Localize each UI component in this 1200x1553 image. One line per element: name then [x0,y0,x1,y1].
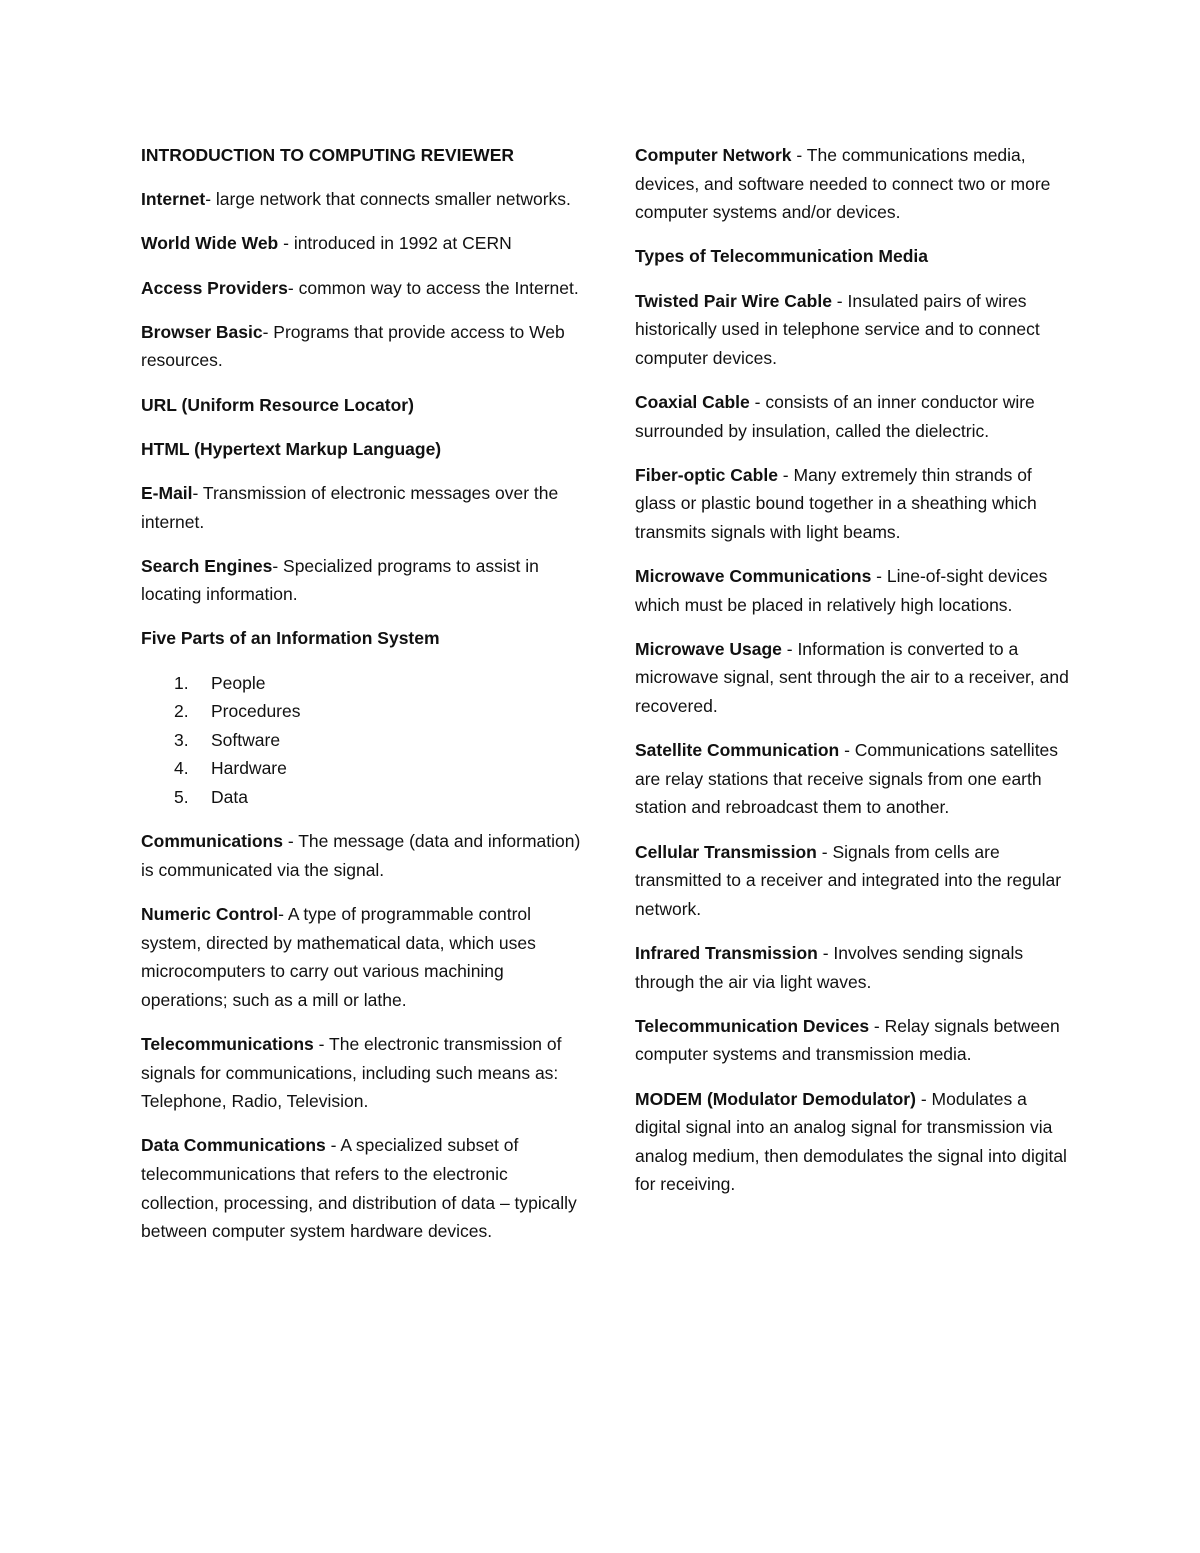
entry-term: Access Providers [141,277,288,298]
left-column [141,141,581,1261]
list-number: 5. [174,787,189,808]
entry-separator: - [313,1033,330,1054]
list-item [141,754,581,783]
entry-numeric-control [141,900,581,1014]
entry-term: Microwave Usage [635,638,782,659]
list-number: 4. [174,758,189,779]
entry-term: URL (Uniform Resource Locator) [141,394,414,415]
information-system-parts-list [141,669,581,812]
entry-definition: Insulated pairs of wires historically used in telephone service and to connect computer devices. [635,290,1040,368]
entry-definition: Many extremely thin strands of glass or plastic bound together in a sheathing which transmits signals with light beams. [635,464,1037,542]
entry-term: Satellite Communication [635,740,840,761]
entry-telecommunications [141,1030,581,1116]
entry-term: Microwave Communications [635,566,872,587]
entry-separator: - [205,189,216,210]
entry-html [141,435,581,464]
entry-separator: - [325,1135,341,1156]
entry-separator: - [278,904,288,924]
list-item [141,697,581,726]
entry-definition: Transmission of electronic messages over the internet. [141,482,559,532]
entry-coaxial-cable [635,388,1075,445]
entry-term: Telecommunication Devices [635,1015,870,1036]
entry-definition: The message (data and information) is communicated via the signal. [141,831,581,880]
entry-term: Twisted Pair Wire Cable [635,290,832,311]
entry-term: Telecommunications [141,1033,314,1054]
entry-term: Coaxial Cable [635,391,750,412]
entry-separator: - [871,566,887,587]
entry-fiber-optic [635,461,1075,547]
entry-separator: - [817,943,834,963]
entry-separator: - [839,740,855,761]
entry-separator: - [282,831,299,852]
entry-separator: - [287,277,299,298]
list-item [141,669,581,698]
list-text: Data [211,787,248,808]
entry-access-providers [141,274,581,303]
entry-term: Numeric Control [141,904,279,924]
entry-separator: - [192,482,203,503]
entry-definition: A type of programmable control system, directed by mathematical data, which uses microcomputers to carry out various machining operations; such as a mill or lathe. [141,904,536,1010]
entry-definition: Involves sending signals through the air via light waves. [635,943,1024,992]
entry-satellite [635,736,1075,822]
entry-term: Types of Telecommunication Media [635,246,929,267]
entry-term: Data Communications [141,1135,326,1156]
entry-modem [635,1085,1075,1199]
entry-separator: - [915,1088,932,1109]
entry-term: Search Engines [141,555,273,576]
entry-telecom-devices [635,1012,1075,1069]
entry-microwave-usage [635,635,1075,721]
entry-browser-basic [141,318,581,375]
entry-definition: A specialized subset of telecommunications that refers to the electronic collection, processing, and distribution of data – typically between computer system hardware devices. [141,1135,577,1242]
entry-separator: - [831,290,848,311]
entry-communications [141,827,581,884]
entry-search-engines [141,552,581,609]
entry-separator: - [777,464,794,485]
entry-term: Computer Network [635,145,792,165]
entry-data-communications [141,1131,581,1245]
list-item [141,783,581,812]
entry-definition: Relay signals between computer systems and transmission media. [635,1015,1060,1065]
entry-computer-network [635,141,1075,227]
entry-separator: - [278,233,294,254]
document-title: INTRODUCTION TO COMPUTING REVIEWER [141,145,515,165]
entry-definition: consists of an inner conductor wire surrounded by insulation, called the dielectric. [635,391,1035,441]
entry-definition: The electronic transmission of signals for communications, including such means as: Telephone, Radio, Television. [141,1033,562,1112]
entry-definition: Signals from cells are transmitted to a receiver and integrated into the regular network. [635,841,1062,919]
entry-twisted-pair [635,287,1075,373]
entry-definition: Programs that provide access to Web resources. [141,321,565,371]
entry-cellular [635,838,1075,924]
list-text: Procedures [211,701,301,722]
list-number: 1. [174,672,189,693]
entry-internet [141,185,581,214]
list-number: 3. [174,729,189,750]
entry-term: MODEM (Modulator Demodulator) [635,1088,916,1109]
entry-microwave-communications [635,562,1075,619]
entry-definition: introduced in 1992 at CERN [293,233,512,254]
list-text: People [211,672,266,693]
right-column [635,141,1075,1215]
entry-separator: - [791,145,807,165]
entry-definition: common way to access the Internet. [298,277,579,298]
list-item [141,726,581,755]
entry-term: World Wide Web [141,233,279,254]
list-heading: Five Parts of an Information System [141,628,440,649]
entry-definition: Information is converted to a microwave signal, sent through the air to a receiver, and recovered. [635,638,1069,717]
entry-definition: The communications media, devices, and software needed to connect two or more computer systems and/or devices. [635,145,1051,223]
entry-separator: - [869,1015,885,1036]
list-number: 2. [174,701,189,722]
entry-separator: - [749,391,766,412]
entry-definition: Communications satellites are relay stations that receive signals from one earth station and rebroadcast them to another. [635,740,1059,818]
entry-url [141,391,581,420]
entry-term: Communications [141,831,283,852]
entry-definition: Modulates a digital signal into an analog signal for transmission via analog medium, then demodulates the signal into digital for receiving. [635,1088,1067,1195]
entry-term: E-Mail [141,482,193,503]
section-heading-media-types [635,242,1075,271]
entry-separator: - [816,841,833,862]
entry-term: Internet [141,189,206,210]
entry-world-wide-web [141,229,581,258]
entry-separator: - [262,321,274,342]
entry-term: HTML (Hypertext Markup Language) [141,438,442,459]
entry-infrared [635,939,1075,996]
entry-term: Fiber-optic Cable [635,464,778,485]
entry-term: Cellular Transmission [635,841,817,862]
entry-term: Browser Basic [141,321,263,342]
entry-email [141,479,581,536]
entry-separator: - [781,638,798,659]
entry-separator: - [272,555,284,576]
entry-term: Infrared Transmission [635,943,818,963]
entry-definition: large network that connects smaller networks. [215,189,571,210]
entry-definition: Line-of-sight devices which must be placed in relatively high locations. [635,566,1048,615]
list-text: Software [211,729,281,750]
list-text: Hardware [211,758,287,779]
entry-definition: Specialized programs to assist in locating information. [141,555,539,605]
